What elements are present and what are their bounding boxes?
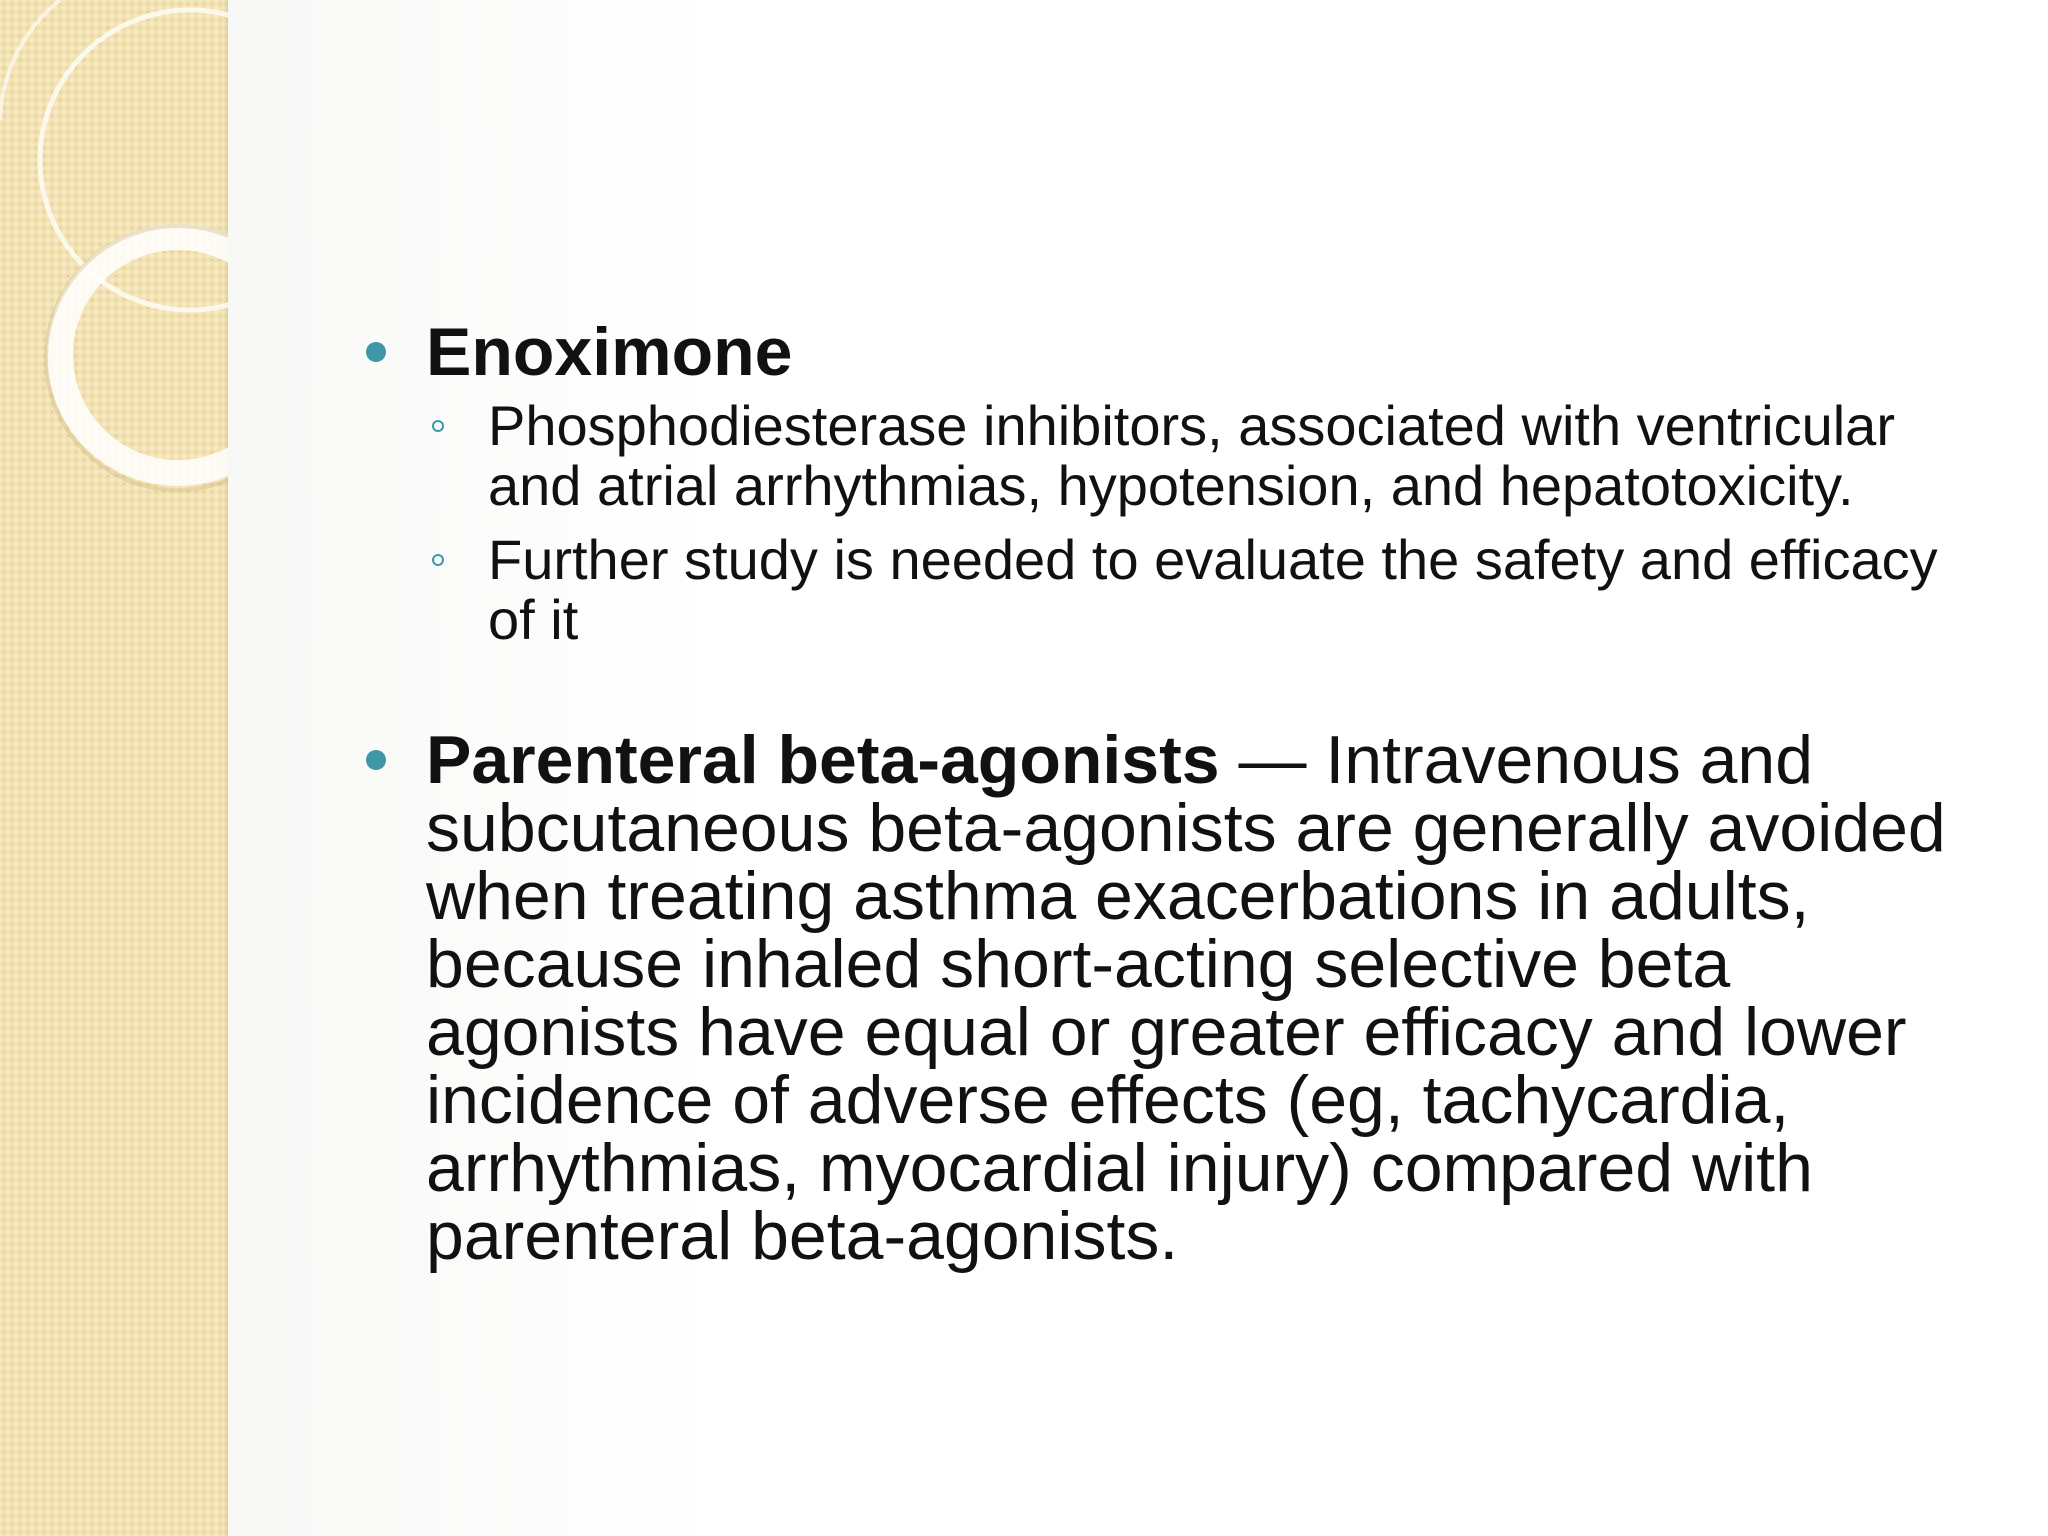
decorative-ring-large	[40, 10, 228, 310]
bullet-heading: Enoximone	[426, 314, 793, 390]
bullet-item-enoximone	[360, 314, 1980, 390]
sub-bullet-text: Phosphodiesterase inhibitors, associated with ventricular and atrial arrhythmias, hypotension, and hepatotoxicity.	[488, 394, 1895, 517]
decorative-rings-graphic	[0, 0, 228, 520]
bullet-dot-icon	[366, 342, 386, 362]
bullet-heading: Parenteral beta-agonists	[426, 722, 1220, 798]
sub-bullet-item	[426, 396, 1980, 516]
bullet-body-text: — Intravenous and subcutaneous beta-agonists are generally avoided when treating asthma exacerbations in adults, because inhaled short-acting selective beta agonists have equal or greater efficacy and lower incidence of adverse effects (eg, tachycardia, arrhythmias, myocardial injury) compared with parenteral beta-agonists.	[426, 722, 1946, 1274]
slide-content	[360, 314, 1980, 1274]
sub-bullet-item	[426, 530, 1980, 650]
decorative-ring-medium	[60, 237, 228, 473]
bullet-item-parenteral-beta-agonists	[360, 722, 1980, 1274]
ring-bullet-icon	[432, 554, 444, 566]
sub-bullet-text: Further study is needed to evaluate the safety and efficacy of it	[488, 528, 1938, 651]
decorative-ring-medium-shadow	[46, 226, 228, 490]
ring-bullet-icon	[432, 420, 444, 432]
sub-bullet-list	[360, 396, 1980, 650]
bullet-dot-icon	[366, 750, 386, 770]
